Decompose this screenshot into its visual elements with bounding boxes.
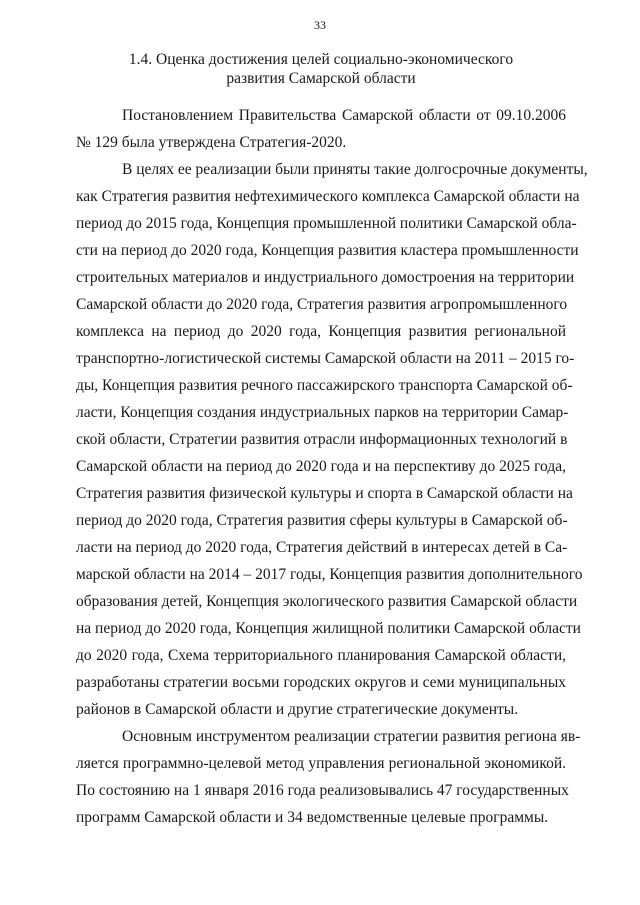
page-number: 33 [314, 18, 326, 32]
text-line: период до 2015 года, Концепция промышленной политики Самарской обла- [76, 215, 577, 232]
text-line: разработаны стратегии восьми городских округов и семи муниципальных [76, 674, 566, 691]
text-line: Самарской области до 2020 года, Стратегия развития агропромышленного [76, 296, 568, 313]
text-line: ды, Концепция развития речного пассажирского транспорта Самарской об- [76, 377, 573, 394]
text-line: ской области, Стратегии развития отрасли информационных технологий в [76, 431, 568, 448]
text-line: на период до 2020 года, Концепция жилищной политики Самарской области [76, 620, 581, 637]
text-line: По состоянию на 1 января 2016 года реализовывались 47 государственных [76, 782, 569, 799]
text-line: как Стратегия развития нефтехимического комплекса Самарской области на [76, 188, 580, 205]
section-heading-line: развития Самарской области [226, 70, 416, 87]
text-line: программ Самарской области и 34 ведомственные целевые программы. [76, 809, 549, 826]
text-line: районов в Самарской области и другие стратегические документы. [76, 701, 519, 718]
text-line: Стратегия развития физической культуры и спорта в Самарской области на [76, 485, 573, 502]
text-line: образования детей, Концепция экологического развития Самарской области [76, 593, 578, 610]
text-line: комплекса на период до 2020 года, Концепция развития региональной [76, 323, 566, 340]
paragraph-program-target-method [76, 723, 581, 831]
document-body [76, 102, 588, 831]
text-line: № 129 была утверждена Стратегия-2020. [76, 134, 347, 151]
text-line: Самарской области на период до 2020 года и на перспективу до 2025 года, [76, 458, 566, 475]
text-line: сти на период до 2020 года, Концепция развития кластера промышленности [76, 242, 579, 259]
section-heading-line: 1.4. Оценка достижения целей социально-экономического [128, 51, 514, 68]
paragraph-long-term-documents [76, 156, 588, 723]
text-line: Постановлением Правительства Самарской области от 09.10.2006 [122, 107, 566, 124]
text-line: В целях ее реализации были приняты такие долгосрочные документы, [122, 161, 588, 178]
section-heading [76, 50, 566, 88]
text-line: период до 2020 года, Стратегия развития сферы культуры в Самарской об- [76, 512, 568, 529]
text-line: Основным инструментом реализации стратегии развития региона яв- [122, 728, 581, 745]
text-line: марской области на 2014 – 2017 годы, Концепция развития дополнительного [76, 566, 583, 583]
paragraph-strategy-approval [76, 102, 566, 156]
text-line: транспортно-логистической системы Самарской области на 2011 – 2015 го- [76, 350, 575, 367]
text-line: строительных материалов и индустриального домостроения на территории [76, 269, 575, 286]
text-line: ласти, Концепция создания индустриальных парков на территории Самар- [76, 404, 569, 421]
text-line: ласти на период до 2020 года, Стратегия действий в интересах детей в Са- [76, 539, 568, 556]
text-line: до 2020 года, Схема территориального планирования Самарской области, [76, 647, 566, 664]
text-line: ляется программно-целевой метод управления региональной экономикой. [76, 755, 566, 772]
